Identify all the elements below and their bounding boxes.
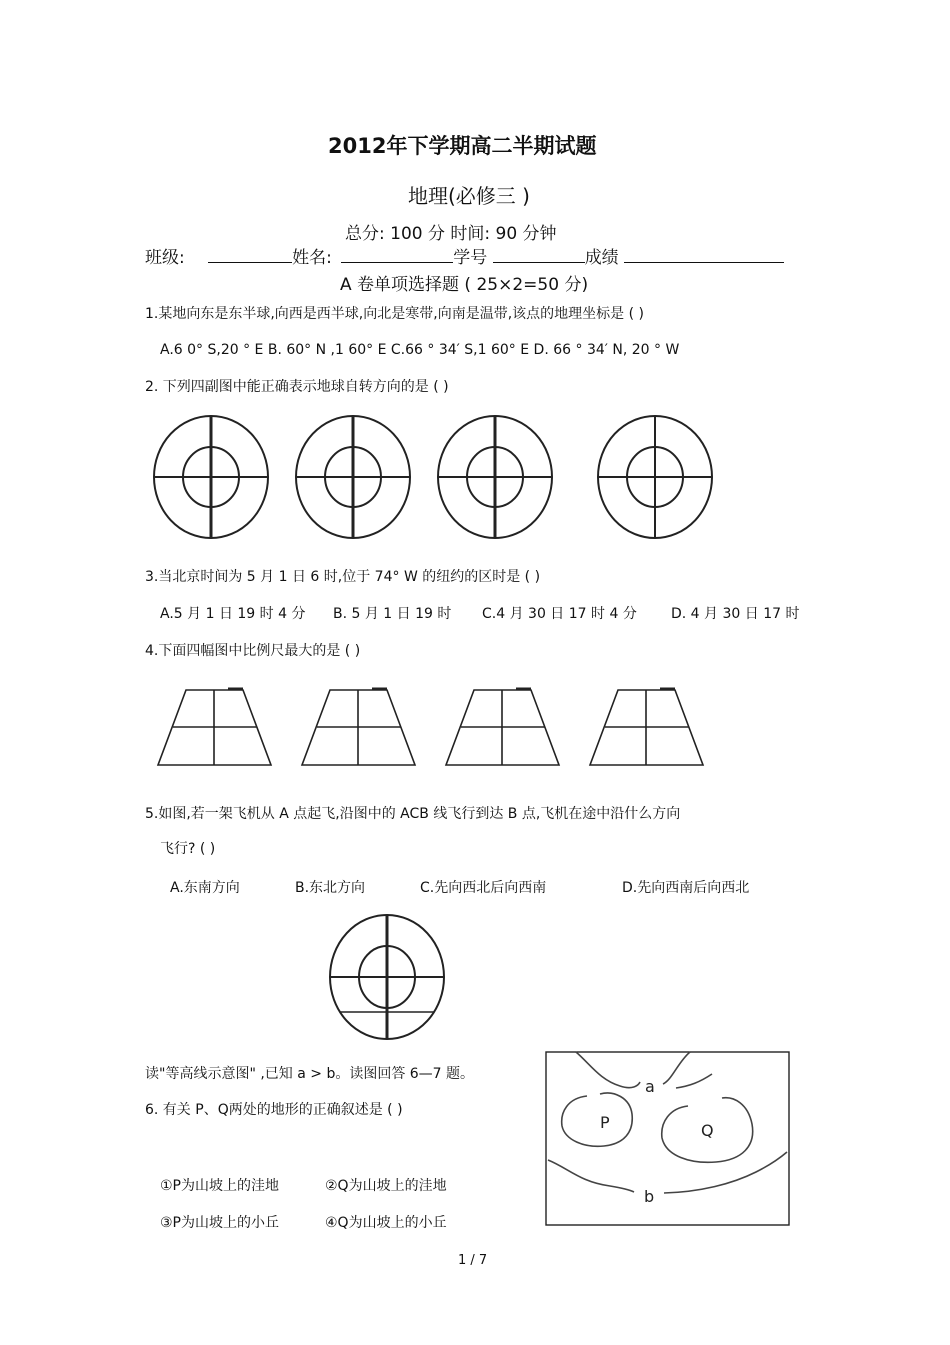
question-6-choice-2: ②Q为山坡上的洼地 [325,1178,447,1194]
question-1-stem: 1.某地向东是东半球,向西是西半球,向北是寒带,向南是温带,该点的地理坐标是 ( ) [145,306,644,322]
question-3-option-d: D. 4 月 30 日 17 时 [671,606,800,622]
question-5-stem-line2: 飞行? ( ) [160,841,216,857]
question-6-choice-3: ③P为山坡上的小丘 [160,1215,279,1231]
contour-label-b: b [644,1187,655,1206]
question-2-stem: 2. 下列四副图中能正确表示地球自转方向的是 ( ) [145,379,449,395]
name-label: 姓名: [292,248,332,268]
question-3-option-c: C.4 月 30 日 17 时 4 分 [482,606,637,622]
contour-label-p: P [600,1113,610,1132]
question-3-stem: 3.当北京时间为 5 月 1 日 6 时,位于 74° W 的纽约的区时是 ( ) [145,569,541,585]
page-subtitle: 地理(必修三 ) [408,184,530,208]
question-4-stem: 4.下面四幅图中比例尺最大的是 ( ) [145,643,361,659]
scale-figure-2 [302,689,415,765]
class-label: 班级: [145,248,185,268]
rotation-figure-4 [598,416,712,538]
contour-map [546,1052,789,1225]
contour-label-a: a [645,1077,655,1096]
question-6-choice-1: ①P为山坡上的洼地 [160,1178,279,1194]
score-time: 总分: 100 分 时间: 90 分钟 [345,224,557,244]
question-5-option-d: D.先向西南后向西北 [622,880,750,896]
flight-route-figure [330,915,444,1039]
question-6-intro: 读"等高线示意图" ,已知 a > b。读图回答 6—7 题。 [145,1066,475,1082]
question-5-option-c: C.先向西北后向西南 [420,880,547,896]
grade-label: 成绩 [584,248,619,268]
question-5-option-a: A.东南方向 [170,880,240,896]
page-title: 2012年下学期高二半期试题 [328,134,597,158]
question-6-stem: 6. 有关 P、Q两处的地形的正确叙述是 ( ) [145,1102,403,1118]
scale-figure-4 [590,689,703,765]
question-6-choice-4: ④Q为山坡上的小丘 [325,1215,447,1231]
section-heading: A 卷单项选择题 ( 25×2=50 分) [340,275,589,295]
scale-figure-3 [446,689,559,765]
rotation-figure-2 [296,416,410,538]
question-5-stem-line1: 5.如图,若一架飞机从 A 点起飞,沿图中的 ACB 线飞行到达 B 点,飞机在途中沿什么方向 [145,806,681,822]
question-1-options: A.6 0° S,20 ° E B. 60° N ,1 60° E C.66 ° 34′ S,1 60° E D. 66 ° 34′ N, 20 ° W [160,342,680,358]
page-number: 1 / 7 [458,1253,488,1268]
scale-figure-1 [158,689,271,765]
question-3-option-a: A.5 月 1 日 19 时 4 分 [160,606,306,622]
contour-label-q: Q [701,1121,714,1140]
question-5-option-b: B.东北方向 [295,880,366,896]
rotation-figure-1 [154,416,268,538]
question-3-option-b: B. 5 月 1 日 19 时 [333,606,452,622]
rotation-figure-3 [438,416,552,538]
number-label: 学号 [453,248,488,268]
